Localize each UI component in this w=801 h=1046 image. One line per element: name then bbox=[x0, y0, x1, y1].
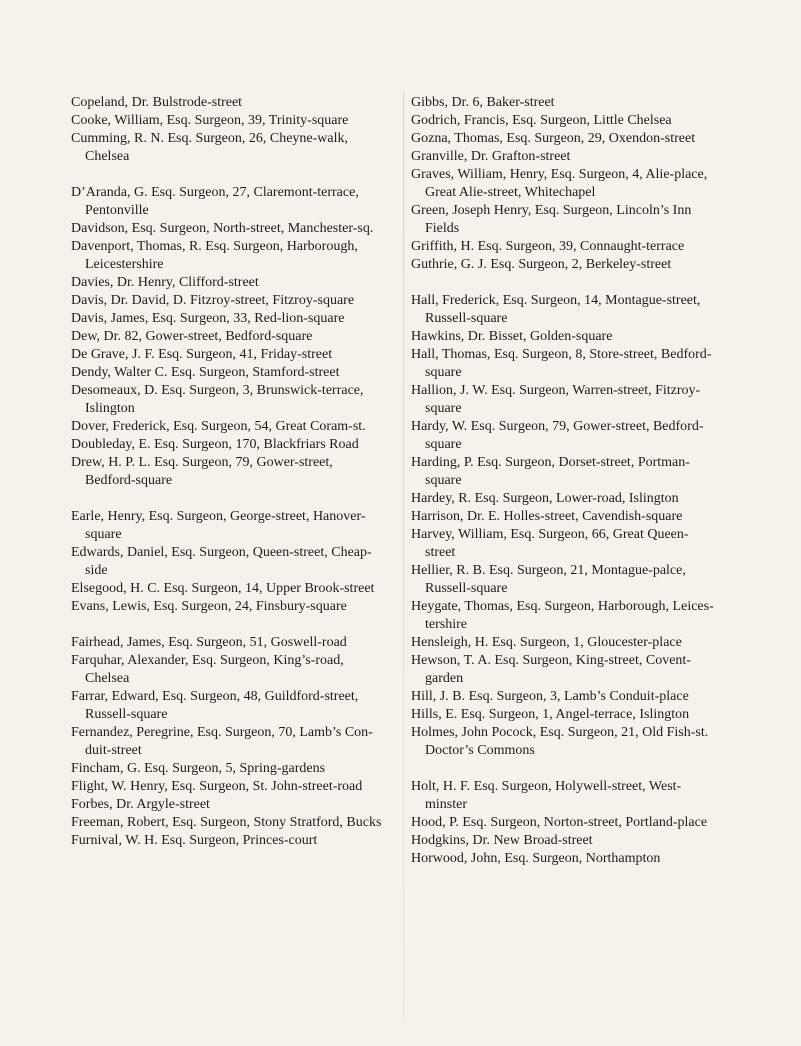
directory-entry bbox=[71, 796, 393, 814]
entry-continuation: Chelsea bbox=[85, 149, 130, 164]
directory-entry bbox=[411, 94, 741, 112]
entry-group bbox=[411, 292, 741, 760]
directory-entry bbox=[411, 850, 741, 868]
entry-text: Green, Joseph Henry, Esq. Surgeon, Lincoln’s Inn bbox=[411, 203, 692, 218]
directory-entry bbox=[71, 328, 393, 346]
entry-text: Elsegood, H. C. Esq. Surgeon, 14, Upper Brook-street bbox=[71, 581, 375, 596]
directory-entry bbox=[71, 760, 393, 778]
directory-entry bbox=[71, 724, 393, 760]
entry-text: Fernandez, Peregrine, Esq. Surgeon, 70, Lamb’s Con- bbox=[71, 725, 373, 740]
entry-text: Gibbs, Dr. 6, Baker-street bbox=[411, 95, 555, 110]
directory-entry bbox=[411, 778, 741, 814]
entry-continuation: square bbox=[425, 437, 462, 452]
directory-entry bbox=[71, 598, 393, 616]
entry-text: Forbes, Dr. Argyle-street bbox=[71, 797, 210, 812]
entry-continuation: Islington bbox=[85, 401, 135, 416]
directory-entry bbox=[411, 688, 741, 706]
directory-entry bbox=[71, 310, 393, 328]
directory-entry bbox=[411, 814, 741, 832]
entry-text: Harvey, William, Esq. Surgeon, 66, Great Queen- bbox=[411, 527, 689, 542]
entry-continuation: Bedford-square bbox=[85, 473, 173, 488]
directory-entry bbox=[411, 382, 741, 418]
entry-group bbox=[71, 634, 393, 850]
directory-entry bbox=[411, 724, 741, 760]
entry-continuation: duit-street bbox=[85, 743, 142, 758]
directory-entry bbox=[71, 508, 393, 544]
entry-text: Hewson, T. A. Esq. Surgeon, King-street, Covent- bbox=[411, 653, 691, 668]
directory-entry bbox=[71, 364, 393, 382]
entry-continuation: Great Alie-street, Whitechapel bbox=[425, 185, 596, 200]
entry-text: Doubleday, E. Esq. Surgeon, 170, Blackfriars Road bbox=[71, 437, 359, 452]
entry-continuation: Pentonville bbox=[85, 203, 149, 218]
directory-entry bbox=[71, 130, 393, 166]
entry-text: Flight, W. Henry, Esq. Surgeon, St. John-street-road bbox=[71, 779, 363, 794]
directory-entry bbox=[71, 580, 393, 598]
entry-text: Evans, Lewis, Esq. Surgeon, 24, Finsbury-square bbox=[71, 599, 347, 614]
directory-entry bbox=[71, 382, 393, 418]
entry-continuation: square bbox=[425, 365, 462, 380]
entry-continuation: side bbox=[85, 563, 108, 578]
entry-text: Harrison, Dr. E. Holles-street, Cavendish-square bbox=[411, 509, 683, 524]
entry-text: D’Aranda, G. Esq. Surgeon, 27, Claremont-terrace, bbox=[71, 185, 359, 200]
entry-text: Cumming, R. N. Esq. Surgeon, 26, Cheyne-walk, bbox=[71, 131, 349, 146]
entry-continuation: minster bbox=[425, 797, 467, 812]
entry-text: Fairhead, James, Esq. Surgeon, 51, Goswell-road bbox=[71, 635, 347, 650]
entry-text: Hawkins, Dr. Bisset, Golden-square bbox=[411, 329, 613, 344]
entry-text: Graves, William, Henry, Esq. Surgeon, 4, Alie-place, bbox=[411, 167, 708, 182]
directory-entry bbox=[71, 274, 393, 292]
entry-text: Godrich, Francis, Esq. Surgeon, Little Chelsea bbox=[411, 113, 672, 128]
directory-entry bbox=[71, 94, 393, 112]
directory-entry bbox=[411, 832, 741, 850]
directory-entry bbox=[411, 112, 741, 130]
directory-entry bbox=[71, 346, 393, 364]
entry-continuation: garden bbox=[425, 671, 464, 686]
entry-text: Davis, James, Esq. Surgeon, 33, Red-lion-square bbox=[71, 311, 345, 326]
entry-text: Heygate, Thomas, Esq. Surgeon, Harborough, Leices- bbox=[411, 599, 714, 614]
entry-continuation: Russell-square bbox=[425, 311, 508, 326]
directory-entry bbox=[71, 220, 393, 238]
entry-text: Earle, Henry, Esq. Surgeon, George-street, Hanover- bbox=[71, 509, 366, 524]
directory-entry bbox=[411, 454, 741, 490]
directory-entry bbox=[71, 184, 393, 220]
entry-continuation: square bbox=[425, 473, 462, 488]
entry-continuation: Chelsea bbox=[85, 671, 130, 686]
entry-text: Davies, Dr. Henry, Clifford-street bbox=[71, 275, 259, 290]
directory-entry bbox=[411, 706, 741, 724]
entry-text: Davidson, Esq. Surgeon, North-street, Manchester-sq. bbox=[71, 221, 374, 236]
entry-text: Gozna, Thomas, Esq. Surgeon, 29, Oxendon-street bbox=[411, 131, 696, 146]
entry-text: Hills, E. Esq. Surgeon, 1, Angel-terrace, Islington bbox=[411, 707, 690, 722]
right-column bbox=[411, 94, 741, 868]
directory-entry bbox=[71, 652, 393, 688]
entry-text: Harding, P. Esq. Surgeon, Dorset-street, Portman- bbox=[411, 455, 690, 470]
entry-text: Hardey, R. Esq. Surgeon, Lower-road, Islington bbox=[411, 491, 679, 506]
entry-continuation: Doctor’s Commons bbox=[425, 743, 535, 758]
entry-text: Hall, Frederick, Esq. Surgeon, 14, Montague-street, bbox=[411, 293, 701, 308]
entry-text: Horwood, John, Esq. Surgeon, Northampton bbox=[411, 851, 661, 866]
entry-text: Davis, Dr. David, D. Fitzroy-street, Fitzroy-square bbox=[71, 293, 355, 308]
entry-text: Hallion, J. W. Esq. Surgeon, Warren-street, Fitzroy- bbox=[411, 383, 701, 398]
directory-entry bbox=[411, 418, 741, 454]
directory-entry bbox=[411, 292, 741, 328]
entry-continuation: square bbox=[85, 527, 122, 542]
directory-entry bbox=[71, 778, 393, 796]
entry-text: Holt, H. F. Esq. Surgeon, Holywell-street, West- bbox=[411, 779, 682, 794]
directory-entry bbox=[71, 634, 393, 652]
directory-entry bbox=[411, 148, 741, 166]
entry-text: Hensleigh, H. Esq. Surgeon, 1, Gloucester-place bbox=[411, 635, 682, 650]
directory-entry bbox=[71, 112, 393, 130]
entry-text: Holmes, John Pocock, Esq. Surgeon, 21, Old Fish-st. bbox=[411, 725, 709, 740]
entry-group bbox=[71, 94, 393, 166]
entry-text: Edwards, Daniel, Esq. Surgeon, Queen-street, Cheap- bbox=[71, 545, 372, 560]
entry-text: Copeland, Dr. Bulstrode-street bbox=[71, 95, 243, 110]
entry-continuation: tershire bbox=[425, 617, 467, 632]
entry-text: Desomeaux, D. Esq. Surgeon, 3, Brunswick-terrace, bbox=[71, 383, 364, 398]
entry-text: Dew, Dr. 82, Gower-street, Bedford-square bbox=[71, 329, 313, 344]
directory-entry bbox=[71, 688, 393, 724]
entry-text: Drew, H. P. L. Esq. Surgeon, 79, Gower-street, bbox=[71, 455, 333, 470]
entry-text: Granville, Dr. Grafton-street bbox=[411, 149, 571, 164]
entry-continuation: Fields bbox=[425, 221, 460, 236]
entry-text: Farrar, Edward, Esq. Surgeon, 48, Guildford-street, bbox=[71, 689, 359, 704]
directory-entry bbox=[411, 166, 741, 202]
entry-text: Furnival, W. H. Esq. Surgeon, Princes-court bbox=[71, 833, 318, 848]
directory-entry bbox=[411, 130, 741, 148]
directory-entry bbox=[411, 328, 741, 346]
directory-entry bbox=[411, 346, 741, 382]
directory-entry bbox=[411, 508, 741, 526]
directory-entry bbox=[71, 238, 393, 274]
directory-entry bbox=[71, 814, 393, 832]
entry-text: Cooke, William, Esq. Surgeon, 39, Trinity-square bbox=[71, 113, 349, 128]
directory-entry bbox=[71, 454, 393, 490]
entry-text: Dendy, Walter C. Esq. Surgeon, Stamford-street bbox=[71, 365, 340, 380]
entry-text: Hardy, W. Esq. Surgeon, 79, Gower-street, Bedford- bbox=[411, 419, 704, 434]
directory-entry bbox=[71, 436, 393, 454]
directory-entry bbox=[411, 634, 741, 652]
entry-text: Griffith, H. Esq. Surgeon, 39, Connaught-terrace bbox=[411, 239, 685, 254]
entry-text: Hellier, R. B. Esq. Surgeon, 21, Montague-palce, bbox=[411, 563, 686, 578]
entry-continuation: Leicestershire bbox=[85, 257, 164, 272]
entry-text: Guthrie, G. J. Esq. Surgeon, 2, Berkeley-street bbox=[411, 257, 672, 272]
directory-entry bbox=[411, 256, 741, 274]
entry-text: Hall, Thomas, Esq. Surgeon, 8, Store-street, Bedford- bbox=[411, 347, 712, 362]
left-column bbox=[71, 94, 393, 850]
directory-entry bbox=[411, 526, 741, 562]
column-divider bbox=[403, 92, 404, 1022]
directory-entry bbox=[411, 598, 741, 634]
entry-group bbox=[411, 778, 741, 868]
directory-entry bbox=[411, 238, 741, 256]
entry-text: Fincham, G. Esq. Surgeon, 5, Spring-gardens bbox=[71, 761, 326, 776]
entry-continuation: Russell-square bbox=[425, 581, 508, 596]
directory-entry bbox=[411, 202, 741, 238]
entry-continuation: street bbox=[425, 545, 456, 560]
entry-continuation: square bbox=[425, 401, 462, 416]
directory-entry bbox=[411, 562, 741, 598]
directory-entry bbox=[71, 832, 393, 850]
entry-group bbox=[71, 184, 393, 490]
directory-entry bbox=[71, 292, 393, 310]
entry-text: Hood, P. Esq. Surgeon, Norton-street, Portland-place bbox=[411, 815, 708, 830]
directory-entry bbox=[71, 544, 393, 580]
entry-text: Hill, J. B. Esq. Surgeon, 3, Lamb’s Conduit-place bbox=[411, 689, 689, 704]
entry-group bbox=[411, 94, 741, 274]
entry-text: Freeman, Robert, Esq. Surgeon, Stony Stratford, Bucks bbox=[71, 815, 382, 830]
directory-entry bbox=[71, 418, 393, 436]
entry-text: Farquhar, Alexander, Esq. Surgeon, King’s-road, bbox=[71, 653, 344, 668]
entry-group bbox=[71, 508, 393, 616]
entry-text: De Grave, J. F. Esq. Surgeon, 41, Friday-street bbox=[71, 347, 333, 362]
entry-text: Davenport, Thomas, R. Esq. Surgeon, Harborough, bbox=[71, 239, 358, 254]
entry-text: Dover, Frederick, Esq. Surgeon, 54, Great Coram-st. bbox=[71, 419, 366, 434]
directory-entry bbox=[411, 490, 741, 508]
entry-text: Hodgkins, Dr. New Broad-street bbox=[411, 833, 593, 848]
directory-entry bbox=[411, 652, 741, 688]
entry-continuation: Russell-square bbox=[85, 707, 168, 722]
